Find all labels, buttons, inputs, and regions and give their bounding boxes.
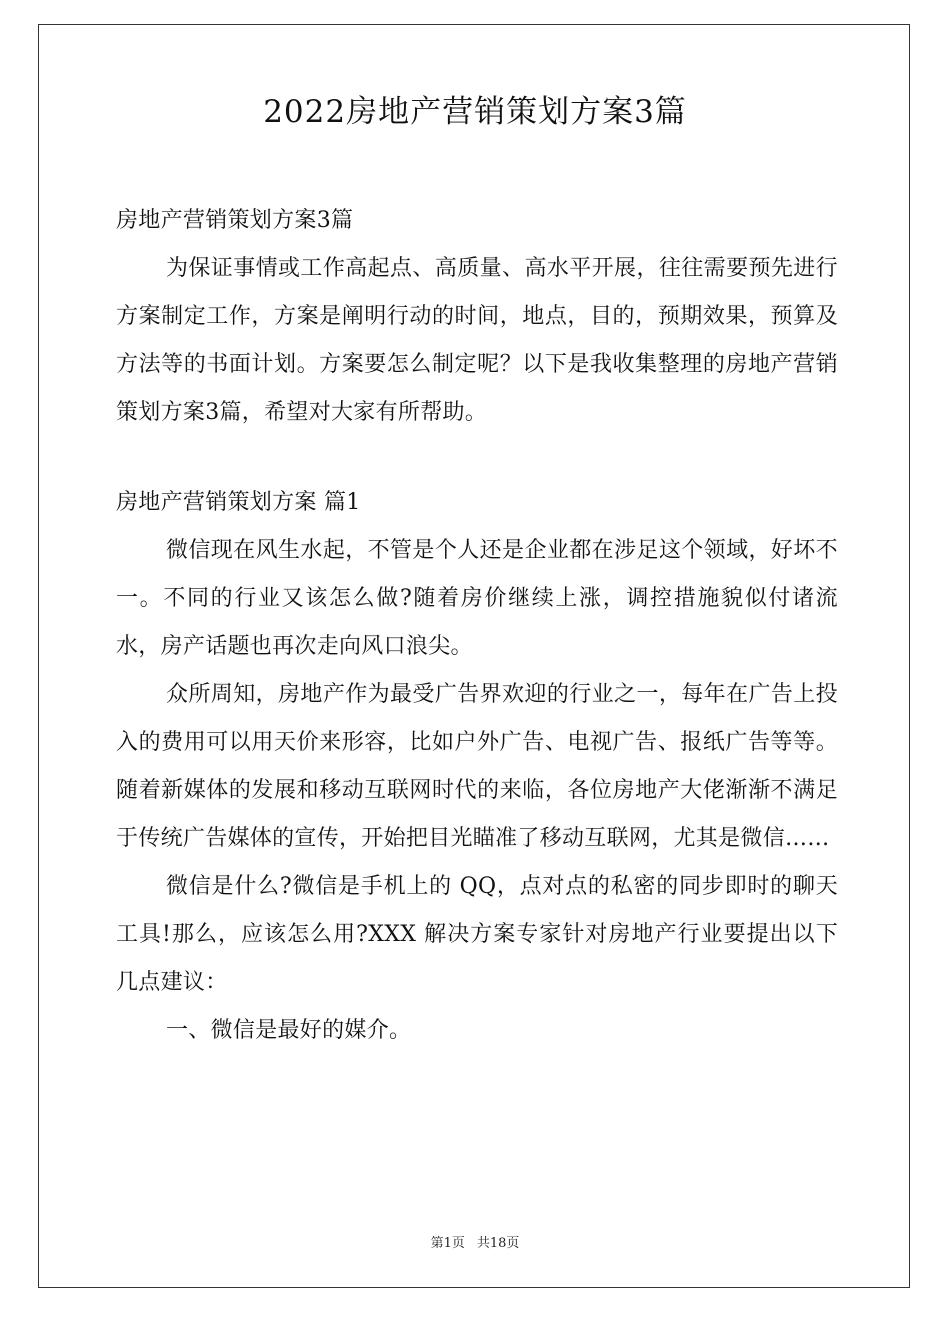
- subtitle-line: 房地产营销策划方案3篇: [116, 208, 354, 233]
- body-paragraph: 微信是什么?微信是手机上的 QQ，点对点的私密的同步即时的聊天工具!那么，应该怎么用?XXX 解决方案专家针对房地产行业要提出以下几点建议：: [116, 874, 838, 995]
- intro-paragraph: 为保证事情或工作高起点、高质量、高水平开展，往往需要预先进行方案制定工作，方案是阐明行动的时间，地点，目的，预期效果，预算及方法等的书面计划。方案要怎么制定呢？以下是我收集整理的房地产营销策划方案3篇，希望对大家有所帮助。: [116, 256, 838, 425]
- page-total: 共18页: [476, 1236, 520, 1251]
- body-paragraph: 众所周知，房地产作为最受广告界欢迎的行业之一，每年在广告上投入的费用可以用天价来形容，比如户外广告、电视广告、报纸广告等等。随着新媒体的发展和移动互联网时代的来临，各位房地产大佬渐渐不满足于传统广告媒体的宣传，开始把目光瞄准了移动互联网，尤其是微信……: [116, 682, 838, 851]
- document-body: [116, 197, 838, 1055]
- document-title: 2022房地产营销策划方案3篇: [263, 94, 687, 130]
- list-item-heading: 一、微信是最好的媒介。: [166, 1018, 412, 1043]
- section-heading: 房地产营销策划方案 篇1: [116, 490, 361, 515]
- page-footer: [0, 1232, 950, 1251]
- body-paragraph: 微信现在风生水起，不管是个人还是企业都在涉足这个领域，好坏不一。不同的行业又该怎么做?随着房价继续上涨，调控措施貌似付诸流水，房产话题也再次走向风口浪尖。: [116, 538, 838, 659]
- page-number: 第1页: [430, 1236, 465, 1251]
